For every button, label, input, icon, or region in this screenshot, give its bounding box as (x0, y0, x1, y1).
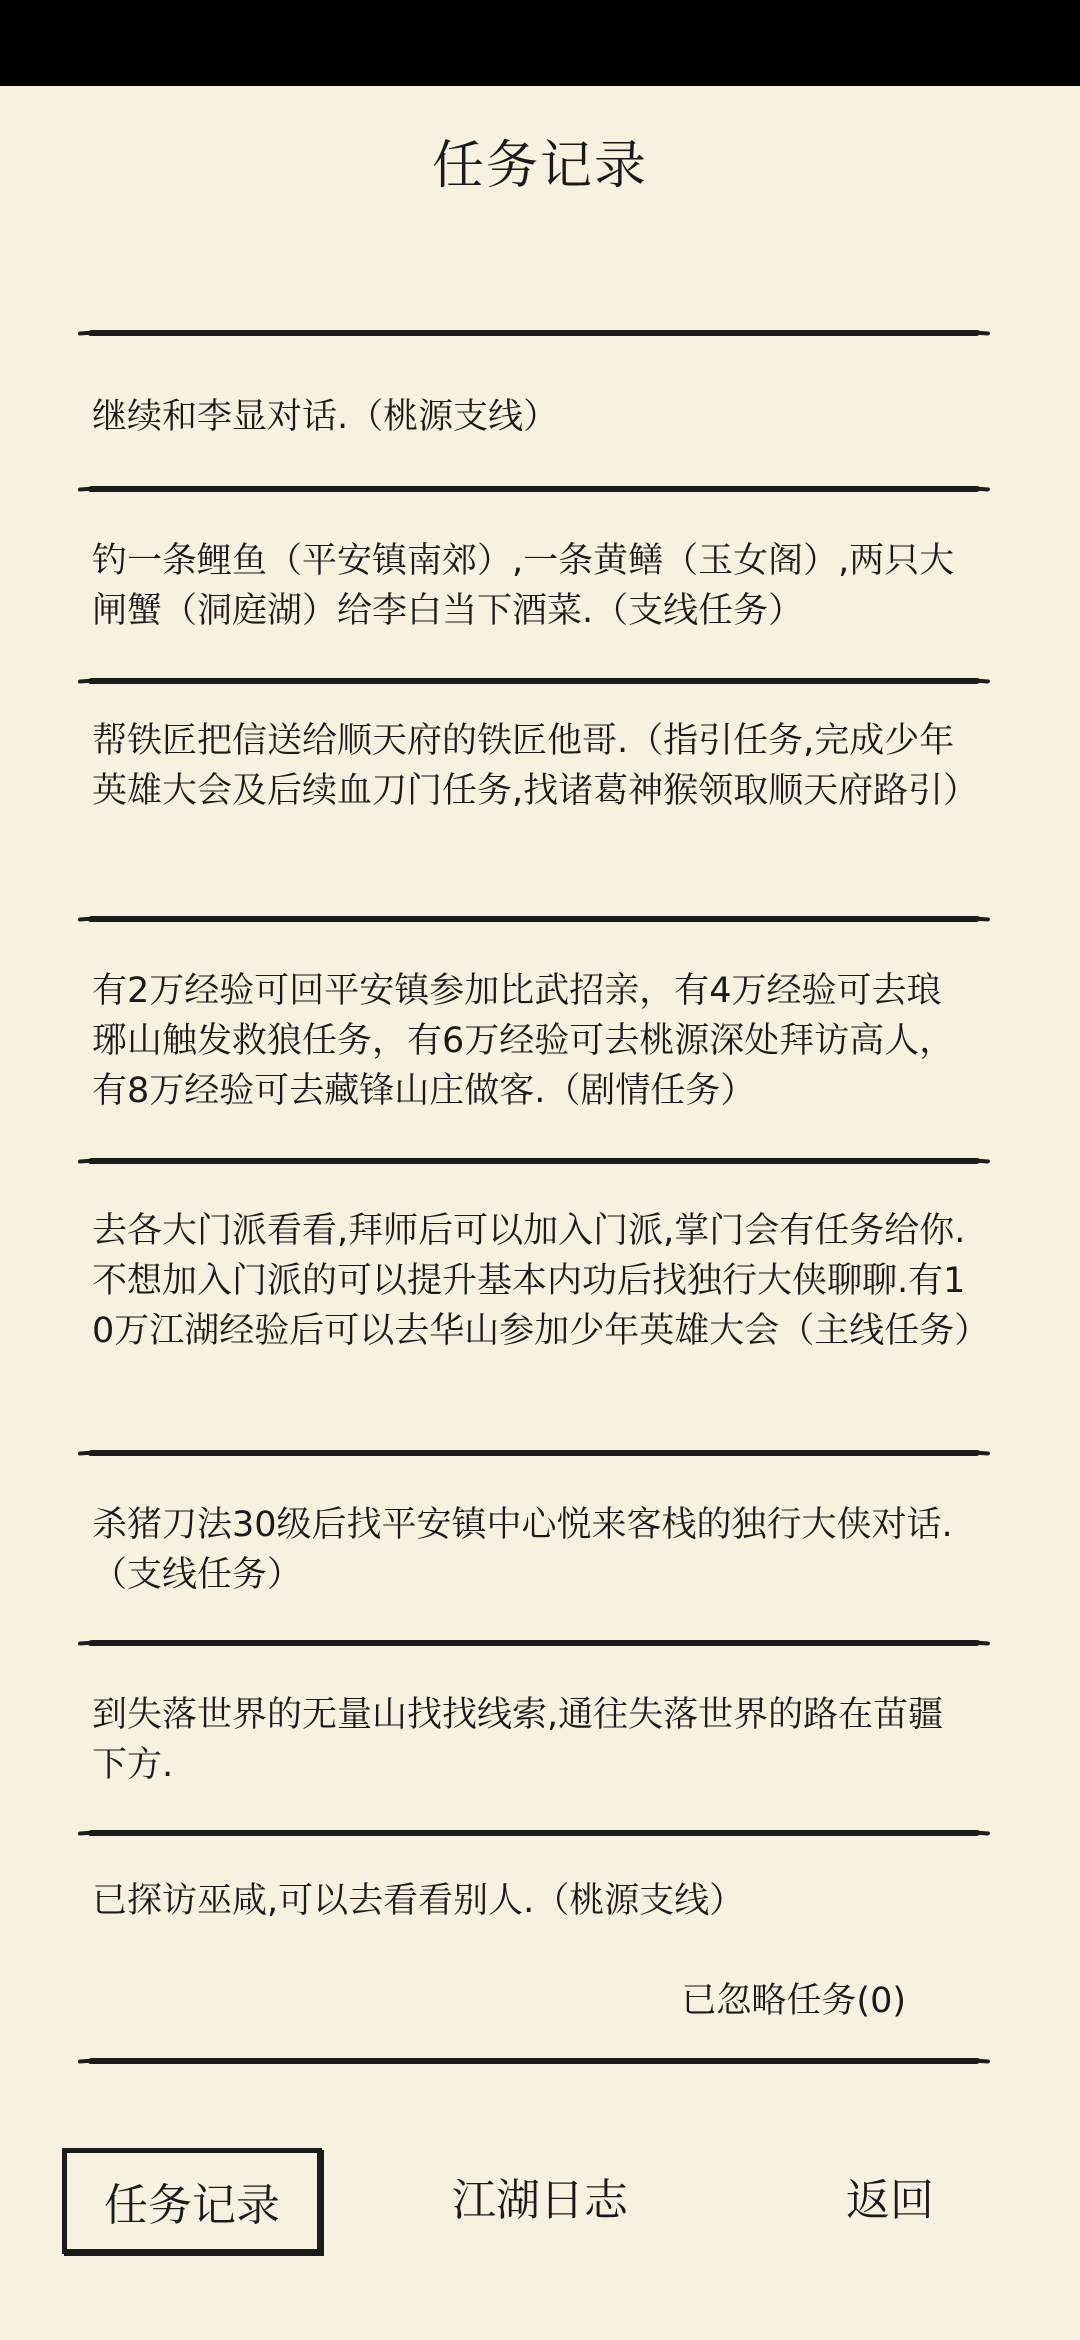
tab-task-log[interactable]: 任务记录 (62, 2148, 322, 2254)
task-item-6[interactable]: 杀猪刀法30级后找平安镇中心悦来客栈的独行大侠对话.（支线任务） (92, 1505, 953, 1595)
task-item-8[interactable]: 已探访巫咸,可以去看看别人.（桃源支线） (92, 1881, 745, 1921)
page-title: 任务记录 (431, 136, 648, 196)
divider (88, 330, 981, 336)
divider (88, 1450, 981, 1456)
tab-jianghu-log[interactable]: 江湖日志 (452, 2175, 628, 2226)
status-bar (0, 0, 1080, 86)
divider (88, 678, 981, 684)
task-item-4[interactable]: 有2万经验可回平安镇参加比武招亲，有4万经验可去琅琊山触发救狼任务，有6万经验可去桃源深处拜访高人，有8万经验可去藏锋山庄做客.（剧情任务） (92, 971, 955, 1111)
back-button[interactable]: 返回 (846, 2175, 934, 2226)
bottom-nav (0, 2148, 1080, 2258)
ignored-tasks-button[interactable]: 已忽略任务(0) (681, 1981, 906, 2021)
task-item-7[interactable]: 到失落世界的无量山找找线索,通往失落世界的路在苗疆下方. (92, 1695, 944, 1785)
divider (88, 1640, 981, 1646)
task-item-2[interactable]: 钓一条鲤鱼（平安镇南郊）,一条黄鳝（玉女阁）,两只大闸蟹（洞庭湖）给李白当下酒菜.（支线任务） (92, 541, 955, 631)
divider (88, 2058, 981, 2064)
divider (88, 486, 981, 492)
divider (88, 1158, 981, 1164)
divider (88, 916, 981, 922)
task-item-1[interactable]: 继续和李显对话.（桃源支线） (92, 397, 559, 437)
task-item-3[interactable]: 帮铁匠把信送给顺天府的铁匠他哥.（指引任务,完成少年英雄大会及后续血刀门任务,找诸葛神猴领取顺天府路引） (92, 721, 979, 811)
divider (88, 1830, 981, 1836)
task-item-5[interactable]: 去各大门派看看,拜师后可以加入门派,掌门会有任务给你.不想加入门派的可以提升基本内功后找独行大侠聊聊.有10万江湖经验后可以去华山参加少年英雄大会（主线任务） (92, 1211, 990, 1351)
